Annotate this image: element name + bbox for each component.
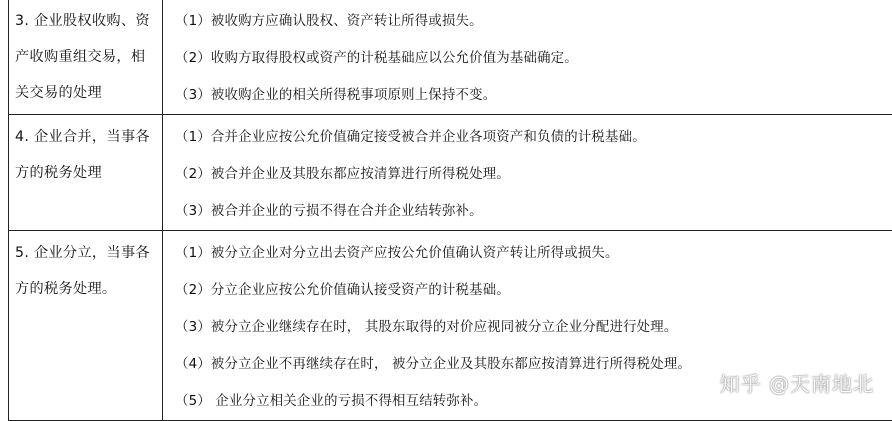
category-cell: 3. 企业股权收购、资产收购重组交易，相关交易的处理 <box>9 0 163 115</box>
list-item: （5） 企业分立相关企业的亏损不得相互结转弥补。 <box>175 394 488 409</box>
list-item: （1）合并企业应按公允价值确定接受被合并企业各项资产和负债的计税基础。 <box>175 130 646 145</box>
list-item: （2）分立企业应按公允价值确认接受资产的计税基础。 <box>175 283 510 298</box>
category-cell: 5. 企业分立，当事各方的税务处理。 <box>9 231 163 421</box>
list-item: （2）收购方取得股权或资产的计税基础应以公允价值为基础确定。 <box>175 51 578 66</box>
watermark: 知乎 @天南地北 <box>719 372 874 396</box>
items-cell <box>163 0 892 115</box>
list-item: （3）被收购企业的相关所得税事项原则上保持不变。 <box>175 88 497 103</box>
list-item: （3）被合并企业的亏损不得在合并企业结转弥补。 <box>175 204 483 219</box>
tax-treatment-table <box>8 0 892 421</box>
list-item: （3）被分立企业继续存在时， 其股东取得的对价应视同被分立企业分配进行处理。 <box>175 320 678 335</box>
list-item: （2）被合并企业及其股东都应按清算进行所得税处理。 <box>175 167 510 182</box>
list-item: （1）被收购方应确认股权、资产转让所得或损失。 <box>175 14 483 29</box>
table-row <box>9 0 892 115</box>
category-cell: 4. 企业合并，当事各方的税务处理 <box>9 115 163 231</box>
table-row <box>9 115 892 231</box>
items-cell <box>163 115 892 231</box>
list-item: （1）被分立企业对分立出去资产应按公允价值确认资产转让所得或损失。 <box>175 246 619 261</box>
list-item: （4）被分立企业不再继续存在时， 被分立企业及其股东都应按清算进行所得税处理。 <box>175 357 692 372</box>
